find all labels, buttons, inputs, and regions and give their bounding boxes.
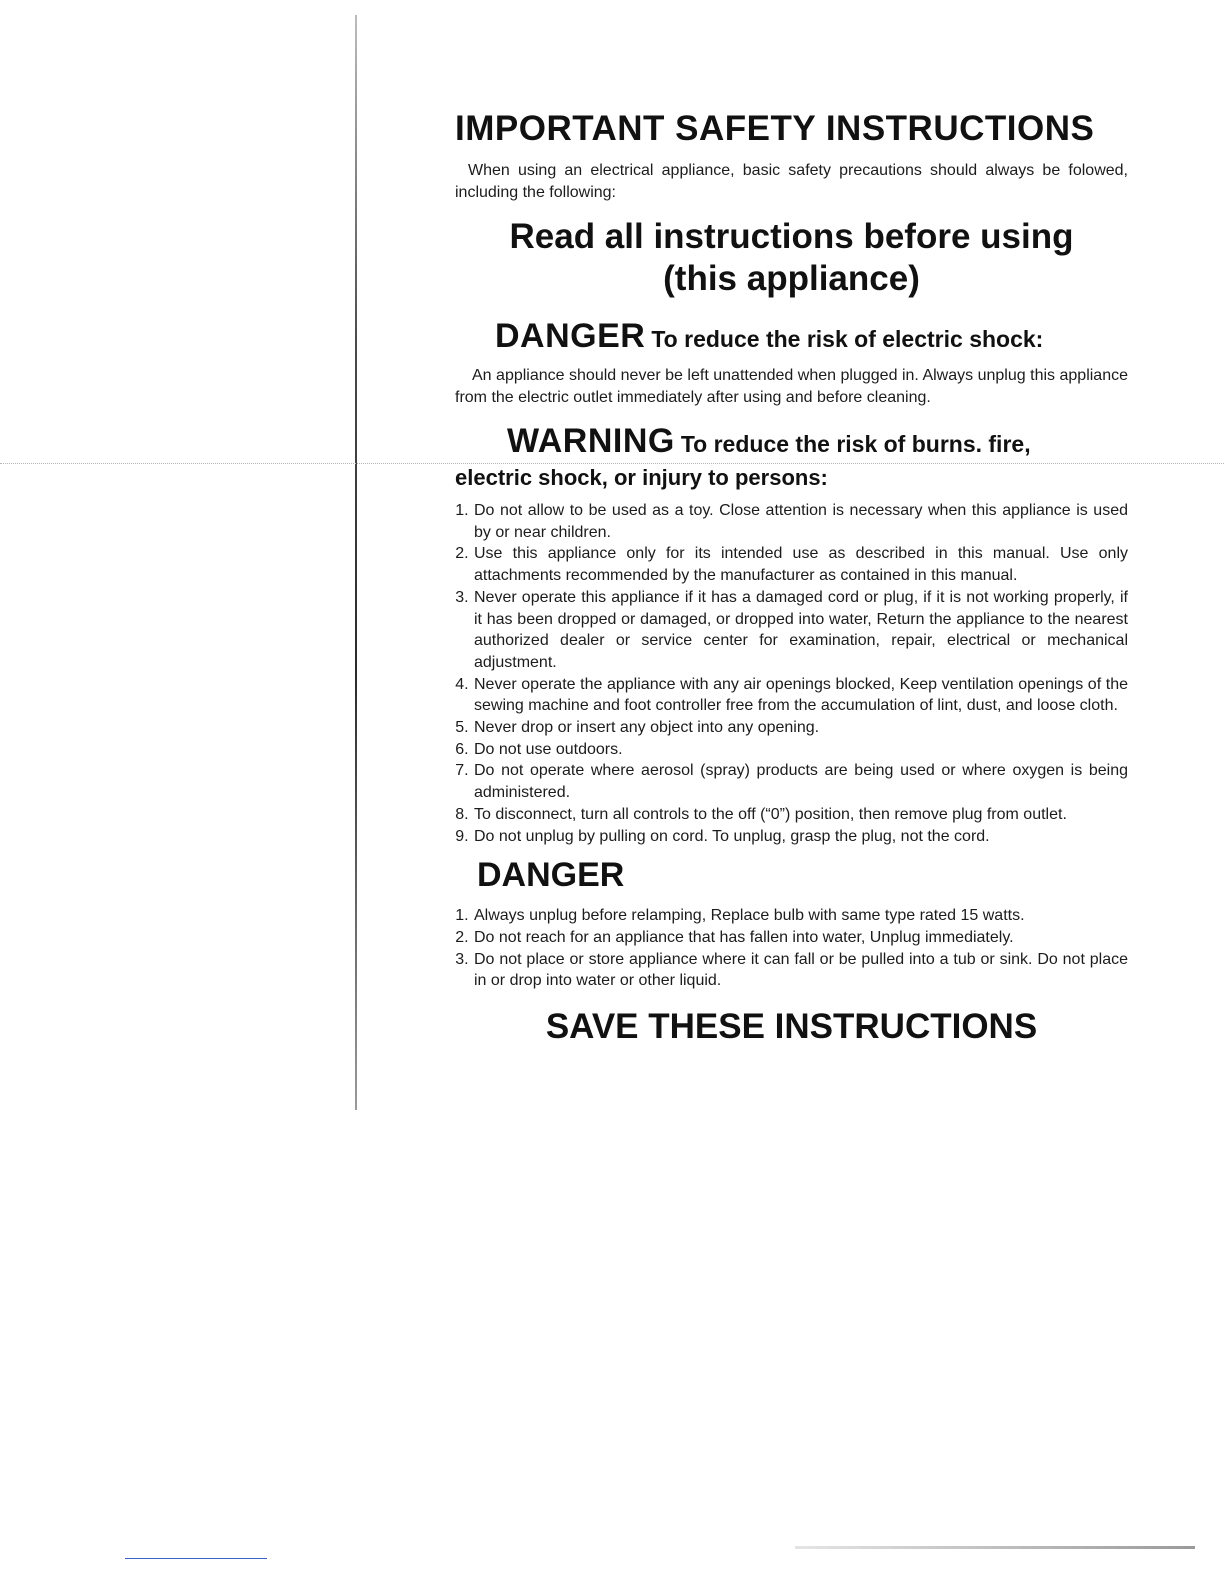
list-item: 4. Never operate the appliance with any air openings blocked, Keep ventilation openings of the sewing machine and foot controller free from the accumulation of lint, dust, and loose cloth. [473,674,1128,717]
danger-word: DANGER [495,317,646,355]
list-item: 8. To disconnect, turn all controls to the off (“0”) position, then remove plug from outlet. [473,804,1128,826]
danger-heading-1 [455,318,1128,361]
danger-heading-2: DANGER [477,856,625,895]
warning-word: WARNING [507,422,675,460]
main-title: IMPORTANT SAFETY INSTRUCTIONS [455,109,1095,148]
list-item: 5. Never drop or insert any object into any opening. [473,717,1128,739]
list-item: 3. Never operate this appliance if it has a damaged cord or plug, if it is not working properly, if it has been dropped or damaged, or dropped into water, Return the appliance to the nearest authorized dealer or service center for examination, repair, electrical or mechanical adjustment. [473,587,1128,674]
list-item: 1. Do not allow to be used as a toy. Close attention is necessary when this appliance is used by or near children. [473,500,1128,543]
warning-list [455,500,1128,847]
list-item: 9. Do not unplug by pulling on cord. To unplug, grasp the plug, not the cord. [473,826,1128,848]
bottom-rule-left [125,1558,267,1559]
list-item: 2. Use this appliance only for its intended use as described in this manual. Use only attachments recommended by the manufacturer as contained in this manual. [473,543,1128,586]
danger-list [455,905,1128,992]
list-item: 3. Do not place or store appliance where it can fall or be pulled into a tub or sink. Do not place in or drop into water or other liquid. [473,949,1128,992]
bottom-rule-right [795,1546,1195,1549]
safety-instructions-page [455,100,1128,1052]
read-instructions-title [455,216,1128,300]
list-item: 7. Do not operate where aerosol (spray) products are being used or where oxygen is being administered. [473,760,1128,803]
warning-subtitle-continued: electric shock, or injury to persons: [455,465,828,490]
read-title-line-2: (this appliance) [663,259,920,298]
warning-heading [455,423,1128,466]
danger-paragraph: An appliance should never be left unattended when plugged in. Always unplug this appliance from the electric outlet immediately after using and before cleaning. [455,367,1128,406]
list-item: 1. Always unplug before relamping, Replace bulb with same type rated 15 watts. [473,905,1128,927]
save-instructions-title: SAVE THESE INSTRUCTIONS [545,1007,1038,1047]
intro-paragraph: When using an electrical appliance, basic safety precautions should always be folowed, including the following: [455,162,1128,201]
warning-subtitle: To reduce the risk of burns. fire, [680,431,1031,457]
read-title-line-1: Read all instructions before using [509,217,1074,256]
danger-subtitle: To reduce the risk of electric shock: [651,326,1044,352]
list-item: 2. Do not reach for an appliance that has fallen into water, Unplug immediately. [473,927,1128,949]
list-item: 6. Do not use outdoors. [473,739,1128,761]
binding-line [355,15,357,1110]
